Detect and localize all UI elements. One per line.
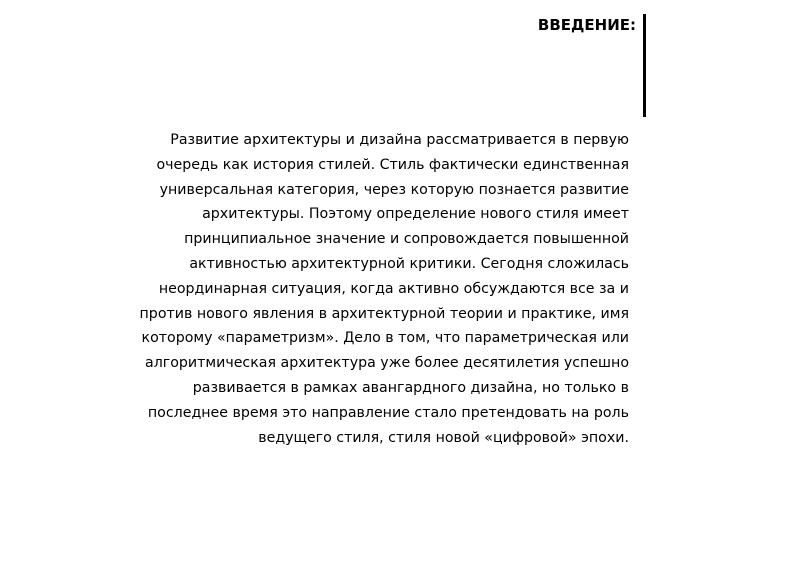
paragraph-line: неординарная ситуация, когда активно обсуждаются все за и: [158, 280, 629, 297]
paragraph-line: против нового явления в архитектурной теории и практике, имя: [139, 305, 629, 322]
paragraph-line: активностью архитектурной критики. Сегодня сложилась: [189, 255, 629, 272]
paragraph-line: Развитие архитектуры и дизайна рассматривается в первую: [170, 132, 629, 148]
vertical-divider: [643, 14, 646, 117]
paragraph-line: алгоритмическая архитектура уже более десятилетия успешно: [145, 355, 629, 372]
paragraph-line: принципиальное значение и сопровождается повышенной: [184, 231, 629, 248]
paragraph-line: развивается в рамках авангардного дизайна, но только в: [192, 379, 629, 396]
paragraph-line: ведущего стиля, стиля новой «цифровой» эпохи.: [258, 429, 629, 446]
paragraph-line: универсальная категория, через которую познается развитие: [159, 181, 629, 198]
paragraph-line: очередь как история стилей. Стиль фактически единственная: [156, 156, 629, 173]
paragraph-line: последнее время это направление стало претендовать на роль: [147, 404, 629, 421]
paragraph-line: которому «параметризм». Дело в том, что параметрическая или: [141, 330, 629, 347]
paragraph-line: архитектуры. Поэтому определение нового стиля имеет: [202, 206, 629, 223]
intro-paragraph: [18, 128, 629, 450]
slide-title: ВВЕДЕНИЕ:: [537, 16, 636, 34]
